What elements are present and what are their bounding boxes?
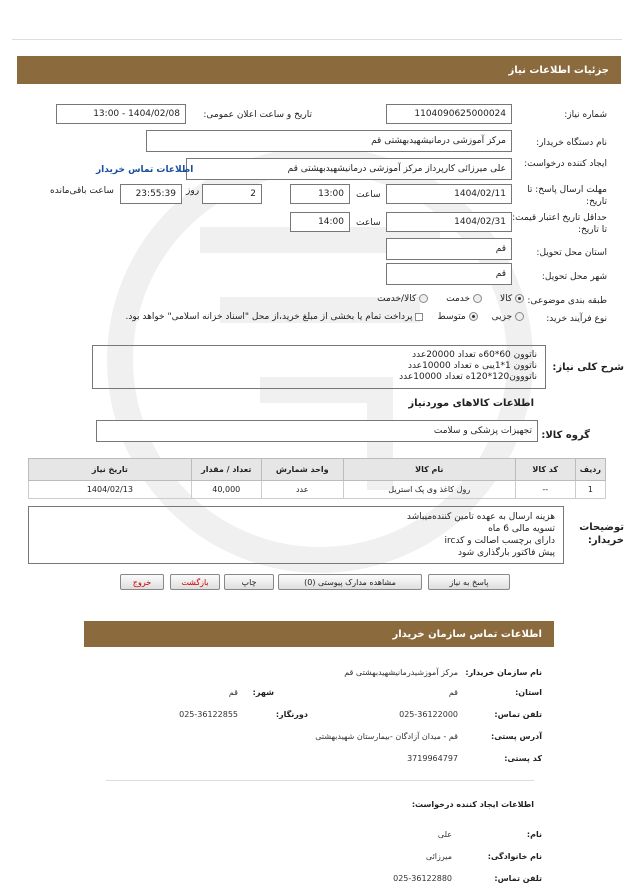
creator-value: علی میرزائی کارپرداز مرکز آموزشی درمانیشهیدبهشتی قم: [287, 164, 506, 174]
fax-value: 025-36122855: [179, 710, 238, 719]
cell-qty: 40,000: [191, 481, 261, 499]
payment-note[interactable]: پرداخت تمام یا بخشی از مبلغ خرید،از محل "اسناد خزانه اسلامی" خواهد بود.: [126, 312, 424, 322]
print-button[interactable]: چاپ: [224, 574, 274, 590]
attachments-button[interactable]: مشاهده مدارک پیوستی (0): [278, 574, 422, 590]
city-field: [386, 263, 512, 285]
col-date: تاریخ نیاز: [29, 459, 192, 481]
address-value: قم - میدان آزادگان -بیمارستان شهیدبهشتی: [315, 732, 458, 741]
province-label: استان محل تحویل:: [536, 248, 607, 258]
contact-title: اطلاعات تماس سازمان خریدار: [392, 628, 542, 640]
validity-time-label: ساعت: [356, 218, 381, 228]
deadline-label: مهلت ارسال پاسخ: تا تاریخ:: [527, 185, 607, 207]
deadline-date-field: [386, 184, 512, 204]
creator-phone-value: 025-36122880: [393, 874, 452, 883]
announce-field: [56, 104, 186, 124]
deadline-time-label: ساعت: [356, 190, 381, 200]
reply-button[interactable]: پاسخ به نیاز: [428, 574, 510, 590]
category-service-radio[interactable]: [473, 294, 482, 303]
process-medium-radio[interactable]: [469, 312, 478, 321]
buyer-label: نام دستگاه خریدار:: [536, 138, 607, 148]
col-qty: تعداد / مقدار: [191, 459, 261, 481]
process-radio-group: [126, 312, 524, 322]
category-label: طبقه بندی موضوعی:: [527, 296, 607, 306]
col-unit: واحد شمارش: [261, 459, 343, 481]
notes-line: دارای برچسب اصالت و کدirc: [444, 536, 555, 546]
remaining-time-field: [120, 184, 182, 204]
col-name: نام کالا: [343, 459, 515, 481]
goods-section-title: اطلاعات کالاهای موردنیاز: [408, 398, 534, 409]
postal-value: 3719964797: [407, 754, 458, 763]
buyer-contact-link[interactable]: اطلاعات تماس خریدار: [96, 165, 194, 175]
deadline-time-field: [290, 184, 350, 204]
contact-phone-value: 025-36122000: [399, 710, 458, 719]
summary-line: ناتوون 60*60ه تعداد 20000عدد: [412, 350, 537, 360]
goods-table: [28, 458, 606, 499]
need-number-field: [386, 104, 512, 124]
category-goods-radio[interactable]: [515, 294, 524, 303]
goods-group-label: گروه کالا:: [541, 430, 590, 441]
contact-province-value: قم: [448, 688, 458, 697]
cell-unit: عدد: [261, 481, 343, 499]
process-option-medium[interactable]: متوسط: [437, 312, 477, 322]
cell-row: 1: [575, 481, 605, 499]
col-code: کد کالا: [515, 459, 575, 481]
creator-family-label: نام خانوادگی:: [487, 852, 542, 861]
category-option-goods[interactable]: کالا: [500, 294, 524, 304]
postal-label: کد پستی:: [504, 754, 542, 763]
contact-city-label: شهر:: [252, 688, 274, 697]
address-label: آدرس پستی:: [491, 732, 542, 741]
creator-info-title: اطلاعات ایجاد کننده درخواست:: [411, 800, 534, 809]
validity-time-field: [290, 212, 350, 232]
contact-phone-label: تلفن تماس:: [494, 710, 542, 719]
goods-group-value: تجهیزات پزشکی و سلامت: [433, 426, 532, 436]
validity-date-value: 1404/02/31: [454, 217, 506, 227]
page-title: جزئیات اطلاعات نیاز: [508, 64, 609, 76]
process-label: نوع فرآیند خرید:: [546, 314, 607, 324]
validity-date-field: [386, 212, 512, 232]
creator-name-label: نام:: [526, 830, 542, 839]
city-value: قم: [495, 269, 506, 279]
creator-phone-label: تلفن تماس:: [494, 874, 542, 883]
notes-line: هزینه ارسال به عهده تامین کننده‌میباشد: [406, 512, 555, 522]
top-divider: [12, 39, 622, 40]
creator-family-value: میرزائی: [425, 852, 452, 861]
creator-label: ایجاد کننده درخواست:: [524, 159, 607, 169]
summary-label: شرح کلی نیاز:: [552, 362, 624, 373]
org-value: مرکز آموزشیدرمانیشهیدبهشتی قم: [344, 668, 458, 677]
remaining-time-value: 23:55:39: [135, 189, 176, 199]
org-label: نام سازمان خریدار:: [465, 668, 542, 677]
province-field: [386, 238, 512, 260]
summary-line: ناتووون120*120ه تعداد 10000عدد: [399, 372, 537, 382]
remaining-days-value: 2: [250, 189, 256, 199]
table-row[interactable]: [29, 481, 606, 499]
need-number-label: شماره نیاز:: [564, 110, 607, 120]
category-option-service[interactable]: خدمت: [446, 294, 482, 304]
province-value: قم: [495, 244, 506, 254]
category-option-both[interactable]: کالا/خدمت: [377, 294, 428, 304]
cell-date: 1404/02/13: [29, 481, 192, 499]
cell-name: رول کاغذ وی پک استریل: [343, 481, 515, 499]
announce-value: 1404/02/08 - 13:00: [93, 109, 180, 119]
process-minor-radio[interactable]: [515, 312, 524, 321]
notes-label: توضیحات خریدار:: [579, 522, 624, 546]
summary-line: ناتوون 1*1یبی ه تعداد 10000عدد: [407, 361, 537, 371]
treasury-checkbox[interactable]: [415, 313, 423, 321]
contact-divider: [106, 780, 534, 781]
process-option-minor[interactable]: جزیی: [492, 312, 524, 322]
category-both-radio[interactable]: [419, 294, 428, 303]
validity-time-value: 14:00: [318, 217, 344, 227]
validity-label: حداقل تاریخ اعتبار قیمت: تا تاریخ:: [512, 213, 607, 235]
remaining-days-field: [202, 184, 262, 204]
creator-name-value: علی: [437, 830, 452, 839]
contact-province-label: استان:: [515, 688, 542, 697]
exit-button[interactable]: خروج: [120, 574, 164, 590]
buyer-field: [146, 130, 512, 152]
summary-box: [92, 345, 546, 389]
goods-table-header: [29, 459, 606, 481]
col-row: ردیف: [575, 459, 605, 481]
deadline-time-value: 13:00: [318, 189, 344, 199]
announce-label: تاریخ و ساعت اعلان عمومی:: [203, 110, 312, 120]
cell-code: --: [515, 481, 575, 499]
city-label: شهر محل تحویل:: [541, 272, 607, 282]
buyer-value: مرکز آموزشی درمانیشهیدبهشتی قم: [371, 136, 506, 146]
days-label: روز: [186, 186, 200, 196]
page-header-bar: [17, 56, 621, 84]
contact-header-bar: [84, 621, 554, 647]
category-radio-group: [377, 294, 524, 304]
remaining-time-label: ساعت باقی‌مانده: [50, 186, 114, 196]
fax-label: دورنگار:: [275, 710, 308, 719]
notes-box: [28, 506, 564, 564]
goods-group-field: [96, 420, 538, 442]
back-button[interactable]: بازگشت: [170, 574, 220, 590]
deadline-date-value: 1404/02/11: [454, 189, 506, 199]
notes-line: تسویه مالی 6 ماه: [488, 524, 555, 534]
need-number-value: 1104090625000024: [414, 109, 506, 119]
contact-city-value: قم: [228, 688, 238, 697]
notes-line: پیش فاکتور بارگذاری شود: [457, 548, 555, 558]
creator-field: [186, 158, 512, 180]
